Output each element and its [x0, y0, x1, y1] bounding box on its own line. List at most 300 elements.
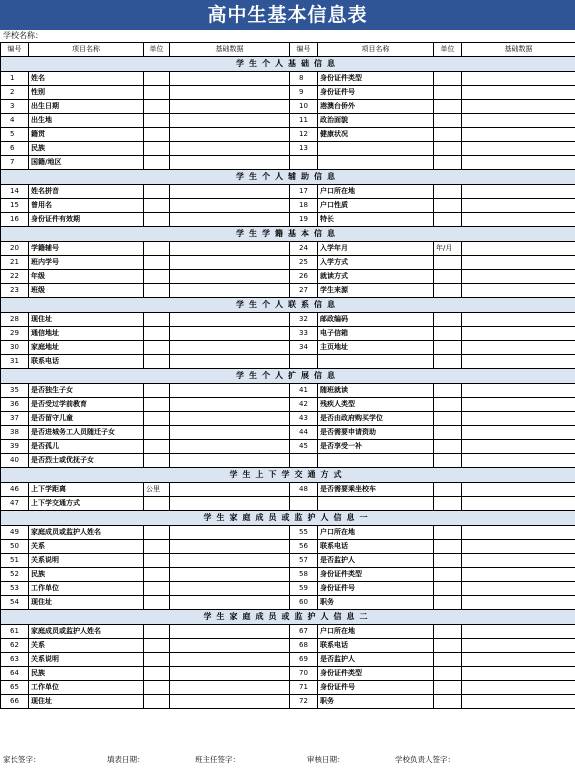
- unit-cell: [434, 284, 462, 298]
- unit-cell: [144, 695, 170, 709]
- item-name: 身份证件号: [318, 582, 434, 596]
- section-title: 学生上下学交通方式: [1, 468, 575, 483]
- section-title: 学生个人辅助信息: [1, 170, 575, 185]
- item-number: 66: [1, 695, 29, 709]
- unit-cell: [144, 440, 170, 454]
- data-input-cell[interactable]: [170, 440, 290, 454]
- data-input-cell[interactable]: [462, 128, 575, 142]
- item-name: 关系说明: [29, 554, 144, 568]
- item-name: [318, 355, 434, 369]
- section-header: [1, 369, 575, 384]
- unit-cell: [144, 128, 170, 142]
- unit-cell: [144, 72, 170, 86]
- data-input-cell[interactable]: [462, 526, 575, 540]
- unit-cell: [144, 270, 170, 284]
- signature-footer: [0, 752, 575, 768]
- item-number: [290, 454, 318, 468]
- table-row: [1, 72, 575, 86]
- unit-cell: [434, 384, 462, 398]
- item-name: 政治面貌: [318, 114, 434, 128]
- unit-cell: [144, 100, 170, 114]
- unit-cell: [434, 568, 462, 582]
- table-row: [1, 426, 575, 440]
- table-row: [1, 497, 575, 511]
- table-row: [1, 412, 575, 426]
- unit-cell: [434, 639, 462, 653]
- table-row: [1, 242, 575, 256]
- data-input-cell[interactable]: [170, 625, 290, 639]
- data-input-cell[interactable]: [170, 72, 290, 86]
- item-number: 62: [1, 639, 29, 653]
- item-name: 民族: [29, 568, 144, 582]
- item-number: 17: [290, 185, 318, 199]
- data-input-cell[interactable]: [462, 213, 575, 227]
- data-input-cell[interactable]: [462, 86, 575, 100]
- item-number: 38: [1, 426, 29, 440]
- unit-cell: [144, 185, 170, 199]
- item-name: 户口所在地: [318, 526, 434, 540]
- data-input-cell[interactable]: [462, 625, 575, 639]
- table-row: [1, 341, 575, 355]
- unit-cell: 年/月: [434, 242, 462, 256]
- item-number: 60: [290, 596, 318, 610]
- table-row: [1, 114, 575, 128]
- item-number: 39: [1, 440, 29, 454]
- unit-cell: [434, 142, 462, 156]
- data-input-cell[interactable]: [462, 284, 575, 298]
- item-number: 11: [290, 114, 318, 128]
- unit-cell: [144, 625, 170, 639]
- table-row: [1, 695, 575, 709]
- data-input-cell[interactable]: [462, 256, 575, 270]
- unit-cell: [434, 412, 462, 426]
- item-name: 年级: [29, 270, 144, 284]
- item-number: 12: [290, 128, 318, 142]
- data-input-cell[interactable]: [170, 128, 290, 142]
- data-input-cell[interactable]: [170, 426, 290, 440]
- item-name: 是否受过学前教育: [29, 398, 144, 412]
- unit-cell: [434, 554, 462, 568]
- table-row: [1, 256, 575, 270]
- data-input-cell[interactable]: [462, 398, 575, 412]
- data-input-cell[interactable]: [170, 142, 290, 156]
- data-input-cell[interactable]: [462, 355, 575, 369]
- table-row: [1, 270, 575, 284]
- table-row: [1, 185, 575, 199]
- table-row: [1, 213, 575, 227]
- header-cell: 基础数据: [462, 43, 575, 57]
- data-input-cell[interactable]: [170, 341, 290, 355]
- item-number: 47: [1, 497, 29, 511]
- unit-cell: [434, 199, 462, 213]
- data-input-cell[interactable]: [170, 681, 290, 695]
- item-number: 5: [1, 128, 29, 142]
- unit-cell: [434, 100, 462, 114]
- item-number: 4: [1, 114, 29, 128]
- item-number: 36: [1, 398, 29, 412]
- table-row: [1, 483, 575, 497]
- unit-cell: [434, 440, 462, 454]
- unit-cell: [434, 327, 462, 341]
- item-name: 是否监护人: [318, 653, 434, 667]
- item-name: 班内学号: [29, 256, 144, 270]
- data-input-cell[interactable]: [462, 554, 575, 568]
- item-name: 是否进城务工人员随迁子女: [29, 426, 144, 440]
- unit-cell: [434, 398, 462, 412]
- unit-cell: [434, 596, 462, 610]
- data-input-cell[interactable]: [170, 199, 290, 213]
- item-name: 入学年月: [318, 242, 434, 256]
- data-input-cell[interactable]: [170, 156, 290, 170]
- table-row: [1, 625, 575, 639]
- data-input-cell[interactable]: [462, 100, 575, 114]
- unit-cell: [144, 653, 170, 667]
- table-row: [1, 540, 575, 554]
- item-number: 52: [1, 568, 29, 582]
- data-input-cell[interactable]: [170, 86, 290, 100]
- table-row: [1, 554, 575, 568]
- item-number: 15: [1, 199, 29, 213]
- item-number: 28: [1, 313, 29, 327]
- data-input-cell[interactable]: [170, 554, 290, 568]
- table-row: [1, 100, 575, 114]
- item-name: 户口所在地: [318, 625, 434, 639]
- unit-cell: [144, 554, 170, 568]
- item-number: 7: [1, 156, 29, 170]
- unit-cell: [434, 625, 462, 639]
- item-number: 30: [1, 341, 29, 355]
- item-name: 是否孤儿: [29, 440, 144, 454]
- unit-cell: [434, 426, 462, 440]
- header-row: [1, 43, 575, 57]
- data-input-cell[interactable]: [462, 327, 575, 341]
- item-number: 46: [1, 483, 29, 497]
- unit-cell: [144, 341, 170, 355]
- data-input-cell[interactable]: [170, 256, 290, 270]
- data-input-cell[interactable]: [462, 582, 575, 596]
- section-header: [1, 170, 575, 185]
- item-number: 23: [1, 284, 29, 298]
- info-table: [0, 42, 575, 709]
- item-name: [318, 497, 434, 511]
- item-name: 现住址: [29, 596, 144, 610]
- item-number: 33: [290, 327, 318, 341]
- unit-cell: [144, 142, 170, 156]
- unit-cell: [434, 681, 462, 695]
- header-cell: 单位: [434, 43, 462, 57]
- unit-cell: [434, 270, 462, 284]
- unit-cell: [144, 242, 170, 256]
- data-input-cell[interactable]: [462, 313, 575, 327]
- data-input-cell[interactable]: [170, 695, 290, 709]
- item-name: 现住址: [29, 695, 144, 709]
- item-name: 是否留守儿童: [29, 412, 144, 426]
- data-input-cell[interactable]: [462, 341, 575, 355]
- item-number: 54: [1, 596, 29, 610]
- item-name: 关系说明: [29, 653, 144, 667]
- item-number: 13: [290, 142, 318, 156]
- section-header: [1, 57, 575, 72]
- data-input-cell[interactable]: [462, 270, 575, 284]
- item-number: 20: [1, 242, 29, 256]
- item-number: 16: [1, 213, 29, 227]
- item-number: 65: [1, 681, 29, 695]
- item-number: 10: [290, 100, 318, 114]
- item-number: [290, 156, 318, 170]
- unit-cell: [144, 355, 170, 369]
- data-input-cell[interactable]: [170, 114, 290, 128]
- unit-cell: [144, 256, 170, 270]
- item-number: 42: [290, 398, 318, 412]
- section-title: 学生家庭成员或监护人信息一: [1, 511, 575, 526]
- unit-cell: [144, 327, 170, 341]
- table-row: [1, 568, 575, 582]
- item-name: 电子信箱: [318, 327, 434, 341]
- item-name: 身份证件类型: [318, 72, 434, 86]
- item-number: 56: [290, 540, 318, 554]
- section-title: 学生个人联系信息: [1, 298, 575, 313]
- data-input-cell[interactable]: [170, 327, 290, 341]
- unit-cell: [434, 653, 462, 667]
- item-name: 班级: [29, 284, 144, 298]
- item-number: 26: [290, 270, 318, 284]
- unit-cell: [144, 582, 170, 596]
- data-input-cell[interactable]: [170, 568, 290, 582]
- data-input-cell[interactable]: [462, 72, 575, 86]
- data-input-cell[interactable]: [462, 540, 575, 554]
- table-row: [1, 128, 575, 142]
- item-name: 健康状况: [318, 128, 434, 142]
- data-input-cell[interactable]: [462, 497, 575, 511]
- data-input-cell[interactable]: [462, 114, 575, 128]
- item-number: 48: [290, 483, 318, 497]
- section-title: 学生家庭成员或监护人信息二: [1, 610, 575, 625]
- form-title: 高中生基本信息表: [0, 0, 575, 30]
- unit-cell: [434, 497, 462, 511]
- item-name: 联系电话: [29, 355, 144, 369]
- item-name: 关系: [29, 639, 144, 653]
- table-row: [1, 681, 575, 695]
- data-input-cell[interactable]: [462, 653, 575, 667]
- item-number: 40: [1, 454, 29, 468]
- data-input-cell[interactable]: [462, 483, 575, 497]
- item-name: 职务: [318, 695, 434, 709]
- table-row: [1, 313, 575, 327]
- item-name: 邮政编码: [318, 313, 434, 327]
- item-name: 是否享受一补: [318, 440, 434, 454]
- parent-signature-label: 家长签字：: [3, 755, 41, 764]
- item-number: 49: [1, 526, 29, 540]
- unit-cell: [144, 412, 170, 426]
- item-name: 籍贯: [29, 128, 144, 142]
- unit-cell: [434, 582, 462, 596]
- item-number: 32: [290, 313, 318, 327]
- item-number: 31: [1, 355, 29, 369]
- item-number: [290, 355, 318, 369]
- unit-cell: [144, 426, 170, 440]
- item-number: 19: [290, 213, 318, 227]
- table-row: [1, 355, 575, 369]
- data-input-cell[interactable]: [170, 185, 290, 199]
- data-input-cell[interactable]: [170, 582, 290, 596]
- data-input-cell[interactable]: [462, 596, 575, 610]
- item-name: 随班就读: [318, 384, 434, 398]
- data-input-cell[interactable]: [462, 412, 575, 426]
- item-name: [318, 454, 434, 468]
- item-name: 是否独生子女: [29, 384, 144, 398]
- unit-cell: [144, 497, 170, 511]
- data-input-cell[interactable]: [170, 540, 290, 554]
- item-number: 67: [290, 625, 318, 639]
- item-number: 71: [290, 681, 318, 695]
- item-name: [318, 142, 434, 156]
- item-number: 25: [290, 256, 318, 270]
- header-cell: 编号: [1, 43, 29, 57]
- item-number: 69: [290, 653, 318, 667]
- unit-cell: [434, 213, 462, 227]
- review-date-label: 审核日期：: [307, 755, 345, 764]
- data-input-cell[interactable]: [462, 426, 575, 440]
- item-name: 联系电话: [318, 540, 434, 554]
- unit-cell: [144, 596, 170, 610]
- item-name: 户口性质: [318, 199, 434, 213]
- data-input-cell[interactable]: [170, 398, 290, 412]
- data-input-cell[interactable]: [462, 142, 575, 156]
- item-number: 35: [1, 384, 29, 398]
- item-name: 出生日期: [29, 100, 144, 114]
- unit-cell: [434, 667, 462, 681]
- item-number: 2: [1, 86, 29, 100]
- table-row: [1, 327, 575, 341]
- data-input-cell[interactable]: [462, 695, 575, 709]
- item-name: 上下学距离: [29, 483, 144, 497]
- table-row: [1, 454, 575, 468]
- header-cell: 项目名称: [318, 43, 434, 57]
- table-row: [1, 667, 575, 681]
- data-input-cell[interactable]: [170, 355, 290, 369]
- section-header: [1, 468, 575, 483]
- data-input-cell[interactable]: [170, 412, 290, 426]
- data-input-cell[interactable]: [170, 270, 290, 284]
- item-number: 6: [1, 142, 29, 156]
- item-name: 身份证件号: [318, 681, 434, 695]
- item-name: 是否监护人: [318, 554, 434, 568]
- item-number: 57: [290, 554, 318, 568]
- data-input-cell[interactable]: [170, 213, 290, 227]
- data-input-cell[interactable]: [462, 667, 575, 681]
- data-input-cell[interactable]: [170, 483, 290, 497]
- table-row: [1, 156, 575, 170]
- data-input-cell[interactable]: [462, 568, 575, 582]
- unit-cell: [434, 128, 462, 142]
- unit-cell: [144, 213, 170, 227]
- data-input-cell[interactable]: [462, 384, 575, 398]
- item-name: 家庭成员或监护人姓名: [29, 625, 144, 639]
- item-number: 45: [290, 440, 318, 454]
- item-number: 53: [1, 582, 29, 596]
- item-number: 44: [290, 426, 318, 440]
- item-name: 港澳台侨外: [318, 100, 434, 114]
- table-row: [1, 596, 575, 610]
- data-input-cell[interactable]: [170, 497, 290, 511]
- header-cell: 编号: [290, 43, 318, 57]
- item-number: 61: [1, 625, 29, 639]
- item-number: [290, 497, 318, 511]
- data-input-cell[interactable]: [170, 526, 290, 540]
- unit-cell: [434, 695, 462, 709]
- item-number: 29: [1, 327, 29, 341]
- item-name: 身份证件号: [318, 86, 434, 100]
- data-input-cell[interactable]: [170, 100, 290, 114]
- item-name: 身份证件类型: [318, 667, 434, 681]
- teacher-signature-label: 班主任签字：: [195, 755, 240, 764]
- data-input-cell[interactable]: [170, 313, 290, 327]
- data-input-cell[interactable]: [170, 454, 290, 468]
- item-name: 上下学交通方式: [29, 497, 144, 511]
- unit-cell: [144, 284, 170, 298]
- unit-cell: [434, 483, 462, 497]
- section-header: [1, 511, 575, 526]
- table-row: [1, 284, 575, 298]
- item-name: 是否烈士或优抚子女: [29, 454, 144, 468]
- unit-cell: 公里: [144, 483, 170, 497]
- data-input-cell[interactable]: [170, 667, 290, 681]
- data-input-cell[interactable]: [462, 156, 575, 170]
- item-name: 现住址: [29, 313, 144, 327]
- item-name: 是否需要申请资助: [318, 426, 434, 440]
- data-input-cell[interactable]: [170, 639, 290, 653]
- data-input-cell[interactable]: [462, 681, 575, 695]
- item-name: 关系: [29, 540, 144, 554]
- item-name: 残疾人类型: [318, 398, 434, 412]
- item-name: 身份证件类型: [318, 568, 434, 582]
- section-header: [1, 610, 575, 625]
- item-name: 国籍/地区: [29, 156, 144, 170]
- item-name: 就读方式: [318, 270, 434, 284]
- data-input-cell[interactable]: [170, 653, 290, 667]
- item-number: 37: [1, 412, 29, 426]
- data-input-cell[interactable]: [462, 454, 575, 468]
- unit-cell: [434, 355, 462, 369]
- unit-cell: [144, 114, 170, 128]
- unit-cell: [144, 313, 170, 327]
- unit-cell: [434, 72, 462, 86]
- data-input-cell[interactable]: [170, 384, 290, 398]
- table-row: [1, 142, 575, 156]
- data-input-cell[interactable]: [170, 242, 290, 256]
- unit-cell: [144, 681, 170, 695]
- item-name: 学生来源: [318, 284, 434, 298]
- item-number: 24: [290, 242, 318, 256]
- unit-cell: [434, 454, 462, 468]
- item-name: 出生地: [29, 114, 144, 128]
- unit-cell: [144, 199, 170, 213]
- data-input-cell[interactable]: [462, 639, 575, 653]
- item-name: 是否需要乘坐校车: [318, 483, 434, 497]
- data-input-cell[interactable]: [462, 440, 575, 454]
- item-name: 工作单位: [29, 681, 144, 695]
- item-number: 41: [290, 384, 318, 398]
- item-number: 72: [290, 695, 318, 709]
- data-input-cell[interactable]: [462, 242, 575, 256]
- item-name: 身份证件有效期: [29, 213, 144, 227]
- data-input-cell[interactable]: [170, 284, 290, 298]
- unit-cell: [434, 86, 462, 100]
- item-name: 姓名: [29, 72, 144, 86]
- data-input-cell[interactable]: [462, 185, 575, 199]
- data-input-cell[interactable]: [462, 199, 575, 213]
- data-input-cell[interactable]: [170, 596, 290, 610]
